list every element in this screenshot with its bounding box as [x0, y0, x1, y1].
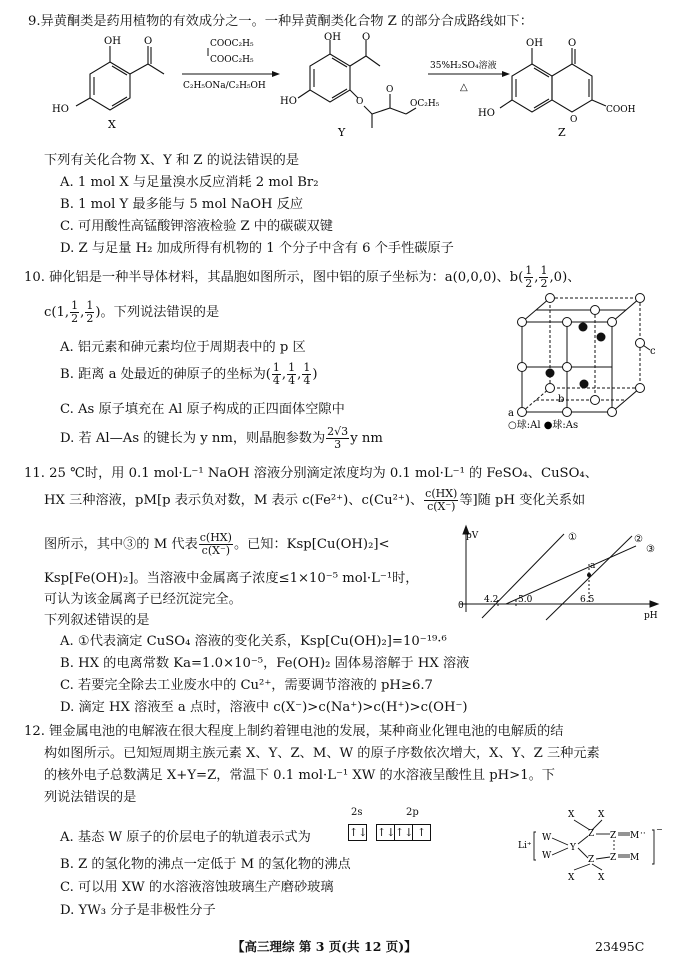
- q12-option-d: D. YW₃ 分子是非极性分子: [60, 903, 216, 918]
- svg-text:O: O: [386, 85, 394, 95]
- svg-text:COOH: COOH: [606, 105, 636, 115]
- q11-option-b: B. HX 的电离常数 Ka=1.0×10⁻⁵，Fe(OH)₂ 固体易溶解于 HX 溶液: [60, 656, 470, 671]
- point-a: a: [508, 408, 514, 419]
- svg-text:··: ··: [640, 829, 646, 839]
- svg-text:pV: pV: [466, 531, 479, 541]
- orbital-diagram: ↑↓ ↑↓↑↓ ↑: [349, 824, 431, 841]
- orbital-label-2s: 2s: [351, 807, 363, 818]
- svg-text:M: M: [630, 853, 640, 863]
- q10-line1: 10. 砷化铝是一种半导体材料，其晶胞如图所示，图中铝的原子坐标为：a(0,0,0)、b( $\frac{1}{2}$ , $\frac{1}{2}$ ,0)、: [24, 264, 581, 290]
- svg-text:O: O: [570, 115, 578, 125]
- q12-electrolyte-structure: [518, 808, 668, 883]
- svg-text:−: −: [656, 825, 663, 834]
- q11-line5: 可认为该金属离子已经沉淀完全。: [44, 592, 242, 607]
- point-b: b: [558, 394, 565, 405]
- svg-text:△: △: [460, 82, 468, 93]
- svg-text:W: W: [542, 833, 552, 843]
- q11-line3: 图所示，其中③的 M 代表 $\frac{c(HX)}{c(X^-)}$ 。已知：Ksp[Cu(OH)₂]<: [44, 531, 390, 557]
- q12-option-c: C. 可以用 XW 的水溶液溶蚀玻璃生产磨砂玻璃: [60, 880, 334, 895]
- q11-line2: HX 三种溶液，pM[p 表示负对数，M 表示 c(Fe²⁺)、c(Cu²⁺)、 $\frac{c(HX)}{c(X^-)}$ 等]随 pH 变化关系如: [44, 487, 586, 513]
- svg-text:COOC₂H₅: COOC₂H₅: [210, 55, 254, 65]
- q11-pm-ph-graph: [436, 524, 668, 624]
- q9-option-a: A. 1 mol X 与足量溴水反应消耗 2 mol Br₂: [60, 175, 319, 190]
- svg-text:C₂H₅ONa/C₂H₅OH: C₂H₅ONa/C₂H₅OH: [183, 81, 266, 91]
- svg-text:O: O: [144, 36, 153, 47]
- svg-text:Z: Z: [588, 829, 595, 839]
- svg-text:X: X: [568, 873, 575, 883]
- q10-crystal-cell-figure: [500, 290, 660, 430]
- q9-option-d: D. Z 与足量 H₂ 加成所得有机物的 1 个分子中含有 6 个手性碳原子: [60, 241, 454, 256]
- q10-option-a: A. 铝元素和砷元素均位于周期表中的 p 区: [60, 340, 306, 355]
- svg-text:5.0: 5.0: [518, 595, 533, 605]
- svg-text:Y: Y: [570, 843, 576, 853]
- svg-text:①: ①: [568, 532, 577, 543]
- svg-text:HO: HO: [478, 108, 495, 119]
- q11-option-d: D. 滴定 HX 溶液至 a 点时，溶液中 c(X⁻)>c(Na⁺)>c(H⁺)>c(OH⁻): [60, 700, 468, 715]
- q12-line2: 构如图所示。已知短周期主族元素 X、Y、Z、M、W 的原子序数依次增大，X、Y、Z 三种元素: [44, 746, 600, 761]
- q11-question: 下列叙述错误的是: [44, 613, 150, 628]
- svg-text:OH: OH: [324, 32, 341, 43]
- svg-text:OH: OH: [526, 38, 543, 49]
- svg-text:Z: Z: [588, 855, 595, 865]
- svg-text:HO: HO: [52, 104, 69, 115]
- svg-text:Z: Z: [610, 831, 617, 841]
- q12-option-a: A. 基态 W 原子的价层电子的轨道表示式为: [60, 830, 311, 845]
- svg-text:X: X: [568, 810, 575, 820]
- svg-text:X: X: [598, 873, 605, 883]
- q11-line4: Ksp[Fe(OH)₂]。当溶液中金属离子浓度≤1×10⁻⁵ mol·L⁻¹时，: [44, 571, 419, 586]
- molecule-y: [298, 40, 416, 128]
- molecule-z: [500, 48, 606, 112]
- label-z: Z: [558, 126, 566, 139]
- page-footer-code: 23495C: [595, 939, 645, 954]
- q10-option-b: B. 距离 a 处最近的砷原子的坐标为( $\frac{1}{4}$ , $\frac{1}{4}$ , $\frac{1}{4}$ ): [60, 361, 318, 387]
- q10-line2: c(1, $\frac{1}{2}$ , $\frac{1}{2}$ )。下列说法错误的是: [44, 299, 220, 325]
- crystal-legend: ○球:Al ●球:As: [508, 420, 579, 430]
- svg-text:Z: Z: [610, 853, 617, 863]
- svg-text:COOC₂H₅: COOC₂H₅: [210, 39, 254, 49]
- q12-line4: 列说法错误的是: [44, 790, 137, 805]
- svg-text:OC₂H₅: OC₂H₅: [410, 99, 440, 109]
- svg-text:HO: HO: [280, 96, 297, 107]
- svg-text:35%H₂SO₄溶液: 35%H₂SO₄溶液: [430, 61, 497, 71]
- q11-line1: 11. 25 ℃时，用 0.1 mol·L⁻¹ NaOH 溶液分别滴定浓度均为 0.1 mol·L⁻¹ 的 FeSO₄、CuSO₄、: [24, 466, 598, 481]
- molecule-x: [76, 46, 164, 110]
- svg-text:O: O: [568, 38, 577, 49]
- q9-question: 下列有关化合物 X、Y 和 Z 的说法错误的是: [44, 153, 300, 168]
- svg-text:0: 0: [458, 601, 464, 611]
- q9-option-c: C. 可用酸性高锰酸钾溶液检验 Z 中的碳碳双键: [60, 219, 333, 234]
- svg-text:4.2: 4.2: [484, 595, 499, 605]
- label-x: X: [108, 118, 116, 131]
- q12-line1: 12. 锂金属电池的电解液在很大程度上制约着锂电池的发展，某种商业化锂电池的电解质的结: [24, 724, 564, 739]
- label-y: Y: [338, 126, 346, 139]
- svg-text:OH: OH: [104, 36, 121, 47]
- q9-stem: 9.异黄酮类是药用植物的有效成分之一。一种异黄酮类化合物 Z 的部分合成路线如下：: [28, 14, 533, 29]
- q9-option-b: B. 1 mol Y 最多能与 5 mol NaOH 反应: [60, 197, 304, 212]
- svg-text:②: ②: [634, 534, 643, 545]
- q12-option-b: B. Z 的氢化物的沸点一定低于 M 的氢化物的沸点: [60, 857, 351, 872]
- svg-text:W: W: [542, 851, 552, 861]
- svg-text:③: ③: [646, 544, 655, 555]
- svg-text:M: M: [630, 831, 640, 841]
- q10-option-c: C. As 原子填充在 Al 原子构成的正四面体空隙中: [60, 402, 345, 417]
- svg-text:6.5: 6.5: [580, 595, 595, 605]
- svg-text:X: X: [598, 810, 605, 820]
- svg-text:a: a: [590, 561, 596, 571]
- q12-line3: 的核外电子总数满足 X+Y=Z，常温下 0.1 mol·L⁻¹ XW 的水溶液呈酸性且 pH>1。下: [44, 768, 555, 783]
- q11-option-c: C. 若要完全除去工业废水中的 Cu²⁺，需要调节溶液的 pH≥6.7: [60, 678, 433, 693]
- page-footer-center: 【高三理综 第 3 页(共 12 页)】: [232, 939, 417, 954]
- svg-text:O: O: [362, 32, 371, 43]
- svg-text:pH: pH: [644, 611, 658, 621]
- q10-option-d: D. 若 Al—As 的键长为 y nm，则晶胞参数为 $\frac{2√3}{3}$ y nm: [60, 425, 383, 451]
- orbital-label-2p: 2p: [406, 807, 419, 818]
- q11-option-a: A. ①代表滴定 CuSO₄ 溶液的变化关系，Ksp[Cu(OH)₂]=10⁻¹⁹·⁶: [60, 634, 447, 649]
- point-c: c: [650, 346, 656, 357]
- q9-reaction-scheme: [40, 32, 660, 140]
- svg-text:O: O: [356, 97, 364, 107]
- svg-text:Li⁺: Li⁺: [518, 841, 532, 851]
